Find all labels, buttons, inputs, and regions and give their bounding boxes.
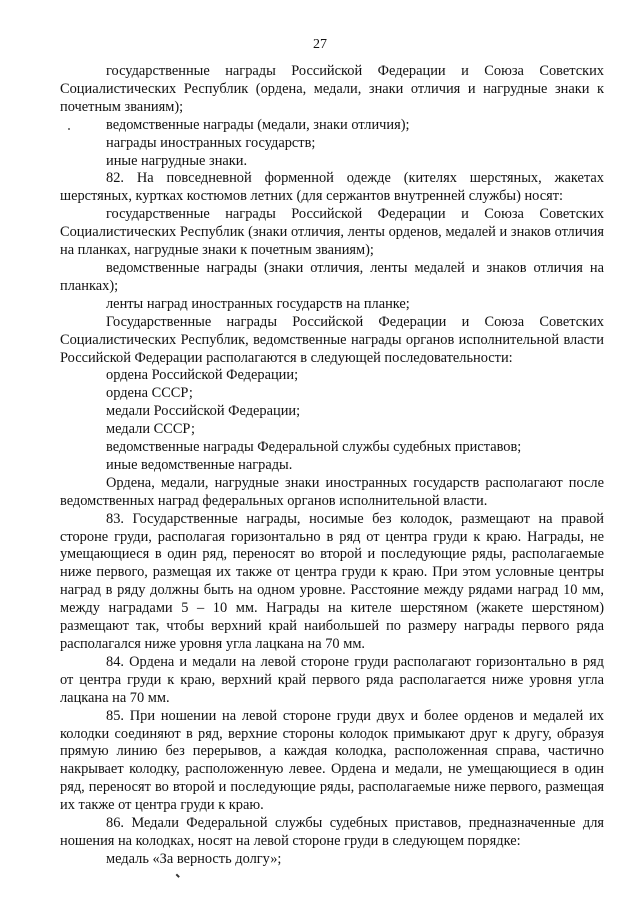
document-body	[60, 63, 604, 869]
paragraph: ведомственные награды Федеральной службы судебных приставов;	[106, 439, 522, 456]
paragraph: ленты наград иностранных государств на планке;	[106, 295, 410, 312]
paragraph: ведомственные награды (знаки отличия, ленты медалей и знаков отличия на планках);	[60, 259, 604, 294]
page-number: 27	[313, 37, 327, 52]
paragraph: ведомственные награды (медали, знаки отличия);	[106, 116, 410, 133]
paragraph: 82. На повседневной форменной одежде (кителях шерстяных, жакетах шерстяных, куртках костюмов летних (для сержантов внутренней службы) носят:	[60, 170, 604, 205]
paragraph: государственные награды Российской Федерации и Союза Советских Социалистических Республик (знаки отличия, ленты орденов, медалей и знаков отличия на планках, нагрудные знаки к почетным званиям);	[60, 206, 604, 259]
paragraph: государственные награды Российской Федерации и Союза Советских Социалистических Республик (ордена, медали, знаки отличия и нагрудные знаки к почетным званиям);	[60, 63, 604, 115]
paragraph: 84. Ордена и медали на левой стороне груди располагают горизонтально в ряд от центра груди к краю, верхний край первого ряда располагается ниже уровня угла лацкана на 70 мм.	[60, 653, 604, 706]
paragraph: 83. Государственные награды, носимые без колодок, размещают на правой стороне груди, располагая горизонтально в ряд от центра груди к краю. Награды, не умещающиеся в один ряд, переносят во второй и последующие ряды, располагаемые ниже первого, размещая их также от центра груди к краю. При этом условные центры наград в ряду должны быть на одном уровне. Расстояние между рядами наград 10 мм, между наградами 5 – 10 мм. Награды на кителе шерстяном (жакете шерстяном) размещают так, чтобы верхний край наибольшей по размеру награды первого ряда располагался ниже уровня угла лацкана на 70 мм.	[60, 510, 604, 652]
paragraph: медаль «За верность долгу»;	[106, 850, 282, 867]
paragraph: медали СССР;	[106, 421, 195, 438]
scan-mark	[176, 870, 184, 878]
paragraph: Государственные награды Российской Федерации и Союза Советских Социалистических Республик, ведомственные награды органов исполнительной власти Российской Федерации располагаются в следующей последовательности:	[60, 313, 604, 366]
paragraph: медали Российской Федерации;	[106, 403, 301, 420]
paragraph: Ордена, медали, нагрудные знаки иностранных государств располагают после ведомственных наград федеральных органов исполнительной власти.	[60, 474, 604, 509]
paragraph: 86. Медали Федеральной службы судебных приставов, предназначенные для ношения на колодках, носят на левой стороне груди в следующем порядке:	[60, 815, 604, 849]
paragraph: иные ведомственные награды.	[106, 456, 293, 473]
paragraph: иные нагрудные знаки.	[106, 152, 248, 169]
paragraph: 85. При ношении на левой стороне груди двух и более орденов и медалей их колодки соединяют в ряд, верхние стороны колодок примыкают друг к другу, образуя прямую линию без перерывов, а каждая колодка, расположенная справа, частично накрывает колодку, расположенную левее. Ордена и медали, не умещающиеся в один ряд, переносят во второй и последующие ряды, располагаемые ниже первого, размещая их также от центра груди к краю.	[60, 707, 604, 814]
paragraph: награды иностранных государств;	[106, 134, 316, 151]
paragraph: ордена СССР;	[106, 385, 193, 402]
paragraph: ордена Российской Федерации;	[106, 367, 299, 384]
